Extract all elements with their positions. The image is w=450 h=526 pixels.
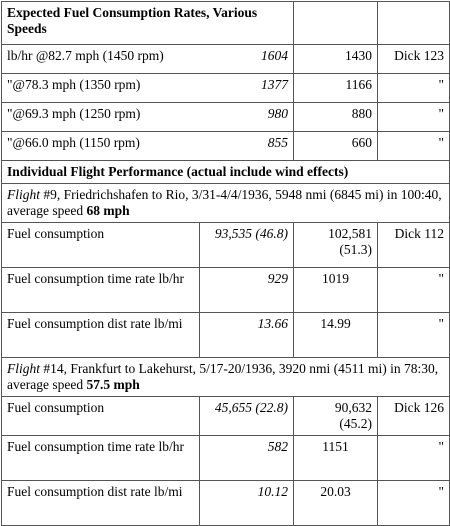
flight-number: #14 (40, 361, 64, 376)
rate-value-1: 1604 (261, 48, 289, 63)
rate-row (2, 74, 450, 103)
metric-source: " (378, 313, 450, 358)
metric-label: Fuel consumption dist rate lb/mi (2, 481, 200, 526)
rate-value-1: 1377 (261, 77, 289, 92)
rate-source: " (378, 132, 450, 161)
metric-source: " (378, 481, 450, 526)
empty-cell (294, 2, 378, 45)
rates-heading-row (2, 2, 450, 45)
flight-data-row (2, 436, 450, 481)
metric-label: Fuel consumption (2, 223, 200, 268)
flight-data-row (2, 481, 450, 526)
flight-description-row (2, 184, 450, 223)
rate-source: Dick 123 (378, 45, 450, 74)
metric-value-1: 582 (200, 436, 294, 481)
metric-value-1: 10.12 (200, 481, 294, 526)
flight-data-row (2, 313, 450, 358)
metric-value-2: 1019 (294, 268, 378, 313)
rate-label-text: "@78.3 mph (1350 rpm) (7, 77, 141, 92)
metric-source: Dick 112 (378, 223, 450, 268)
rate-row (2, 103, 450, 132)
rate-label-text: lb/hr @82.7 mph (1450 rpm) (7, 48, 164, 63)
rate-value-2: 1430 (294, 45, 378, 74)
metric-value-2: 102,581 (51.3) (294, 223, 378, 268)
metric-value-2: 1151 (294, 436, 378, 481)
rate-label (2, 103, 294, 132)
rate-label (2, 45, 294, 74)
metric-source: Dick 126 (378, 397, 450, 436)
metric-value-1: 929 (200, 268, 294, 313)
metric-value-2: 20.03 (294, 481, 378, 526)
rate-label-text: "@66.0 mph (1150 rpm) (7, 135, 140, 150)
empty-cell (378, 2, 450, 45)
flight-data-row (2, 397, 450, 436)
rate-source: " (378, 74, 450, 103)
metric-source: " (378, 436, 450, 481)
rates-heading: Expected Fuel Consumption Rates, Various Speeds (2, 2, 294, 45)
flight-description-row (2, 358, 450, 397)
flight-details: , Friedrichshafen to Rio, 3/31-4/4/1936, 5948 nmi (6845 mi) in 100:40, average speed (7, 187, 442, 218)
metric-value-2: 90,632 (45.2) (294, 397, 378, 436)
flight-number: #9 (40, 187, 57, 202)
rate-row (2, 45, 450, 74)
flight-speed: 57.5 mph (86, 377, 140, 392)
flight-14-description (2, 358, 450, 397)
metric-value-1: 45,655 (22.8) (200, 397, 294, 436)
rate-value-2: 880 (294, 103, 378, 132)
flight-prefix: Flight (7, 361, 40, 376)
metric-value-1: 13.66 (200, 313, 294, 358)
rate-value-2: 660 (294, 132, 378, 161)
flights-heading-row (2, 161, 450, 184)
metric-label: Fuel consumption (2, 397, 200, 436)
rate-value-1: 980 (267, 106, 289, 121)
rate-value-2: 1166 (294, 74, 378, 103)
rate-row (2, 132, 450, 161)
metric-label: Fuel consumption time rate lb/hr (2, 436, 200, 481)
flight-data-row (2, 268, 450, 313)
metric-value-1: 93,535 (46.8) (200, 223, 294, 268)
flight-details: , Frankfurt to Lakehurst, 5/17-20/1936, 3920 nmi (4511 mi) in 78:30, average speed (7, 361, 439, 392)
rate-label (2, 132, 294, 161)
rate-value-1: 855 (267, 135, 289, 150)
fuel-consumption-table (1, 1, 450, 526)
rate-source: " (378, 103, 450, 132)
rate-label (2, 74, 294, 103)
metric-value-2: 14.99 (294, 313, 378, 358)
flight-9-description (2, 184, 450, 223)
metric-source: " (378, 268, 450, 313)
metric-label: Fuel consumption dist rate lb/mi (2, 313, 200, 358)
flight-speed: 68 mph (86, 203, 130, 218)
flights-heading: Individual Flight Performance (actual include wind effects) (2, 161, 450, 184)
metric-label: Fuel consumption time rate lb/hr (2, 268, 200, 313)
flight-prefix: Flight (7, 187, 40, 202)
rate-label-text: "@69.3 mph (1250 rpm) (7, 106, 141, 121)
flight-data-row (2, 223, 450, 268)
